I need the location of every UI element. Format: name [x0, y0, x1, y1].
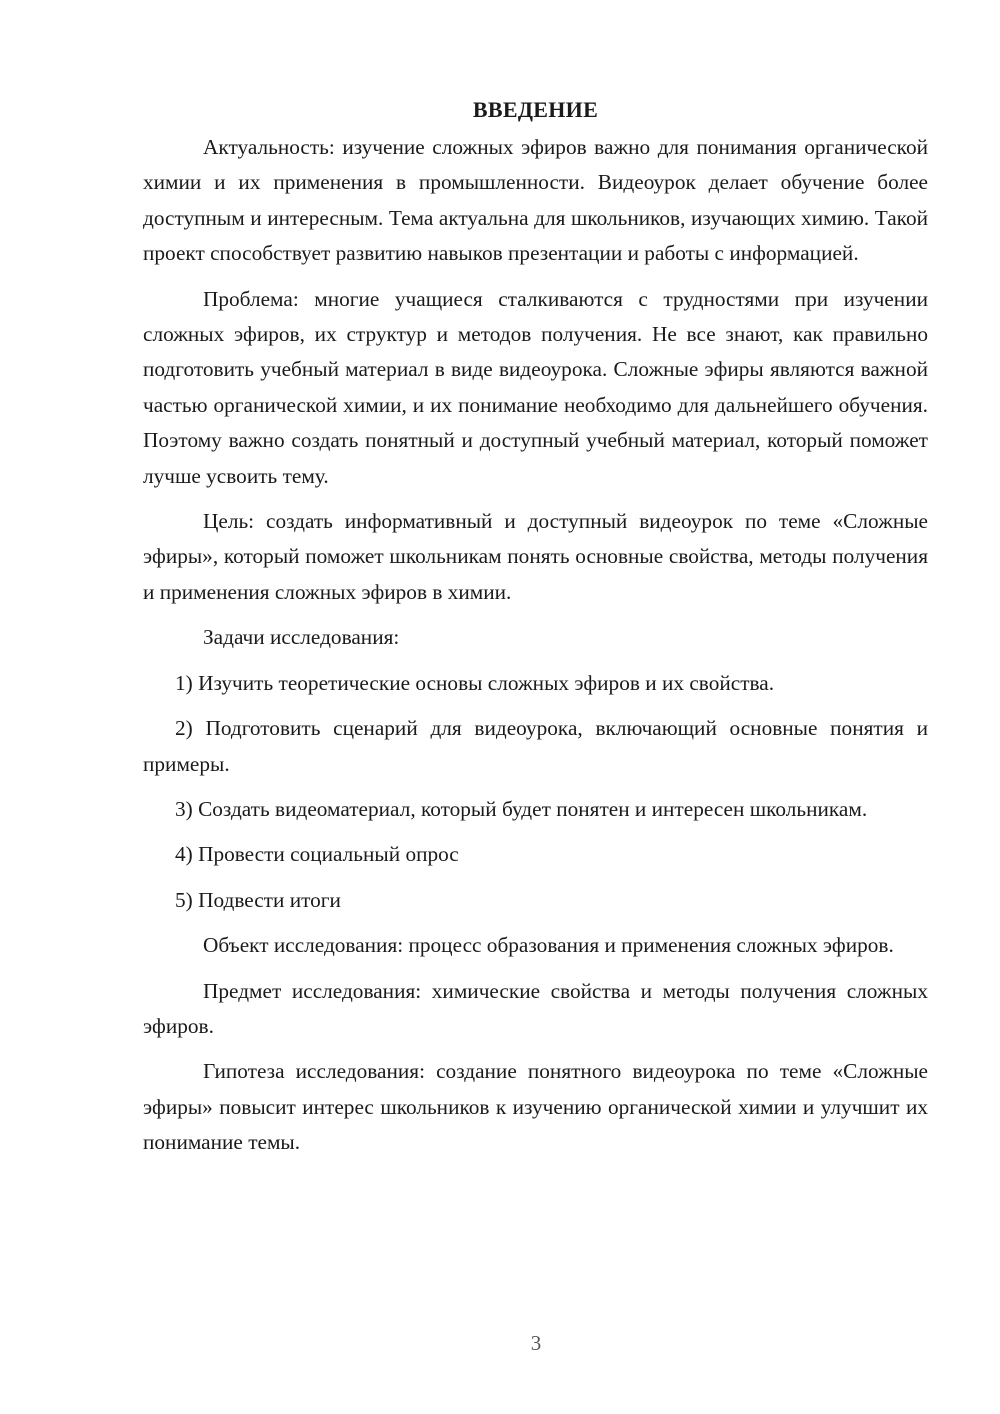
paragraph-hypothesis: Гипотеза исследования: создание понятного видеоурока по теме «Сложные эфиры» повысит интерес школьников к изучению органической химии и улучшит их понимание темы.	[143, 1059, 928, 1155]
paragraph-relevance: Актуальность: изучение сложных эфиров важно для понимания органической химии и их применения в промышленности. Видеоурок делает обучение более доступным и интересным. Тема актуальна для школьников, изучающих химию. Такой проект способствует развитию навыков презентации и работы с информацией.	[143, 135, 928, 266]
section-title: ВВЕДЕНИЕ	[472, 97, 599, 122]
paragraph-problem: Проблема: многие учащиеся сталкиваются с трудностями при изучении сложных эфиров, их структур и методов получения. Не все знают, как правильно подготовить учебный материал в виде видеоурока. Сложные эфиры являются важной частью органической химии, и их понимание необходимо для дальнейшего обучения. Поэтому важно создать понятный и доступный учебный материал, который поможет лучше усвоить тему.	[143, 286, 928, 488]
page-number: 3	[530, 1331, 542, 1355]
paragraph-tasks-heading: Задачи исследования:	[203, 625, 400, 650]
task-item: 3) Создать видеоматериал, который будет понятен и интересен школьникам.	[175, 796, 868, 821]
paragraph-goal: Цель: создать информативный и доступный видеоурок по теме «Сложные эфиры», который поможет школьникам понять основные свойства, методы получения и применения сложных эфиров в химии.	[143, 509, 928, 604]
paragraph-subject: Предмет исследования: химические свойства и методы получения сложных эфиров.	[143, 978, 928, 1038]
document-page	[143, 92, 928, 1171]
task-item: 5) Подвести итоги	[175, 887, 341, 912]
task-item: 2) Подготовить сценарий для видеоурока, включающий основные понятия и примеры.	[143, 716, 928, 776]
task-item: 4) Провести социальный опрос	[175, 842, 459, 867]
paragraph-object: Объект исследования: процесс образования и применения сложных эфиров.	[203, 933, 894, 958]
task-item: 1) Изучить теоретические основы сложных эфиров и их свойства.	[175, 670, 775, 695]
